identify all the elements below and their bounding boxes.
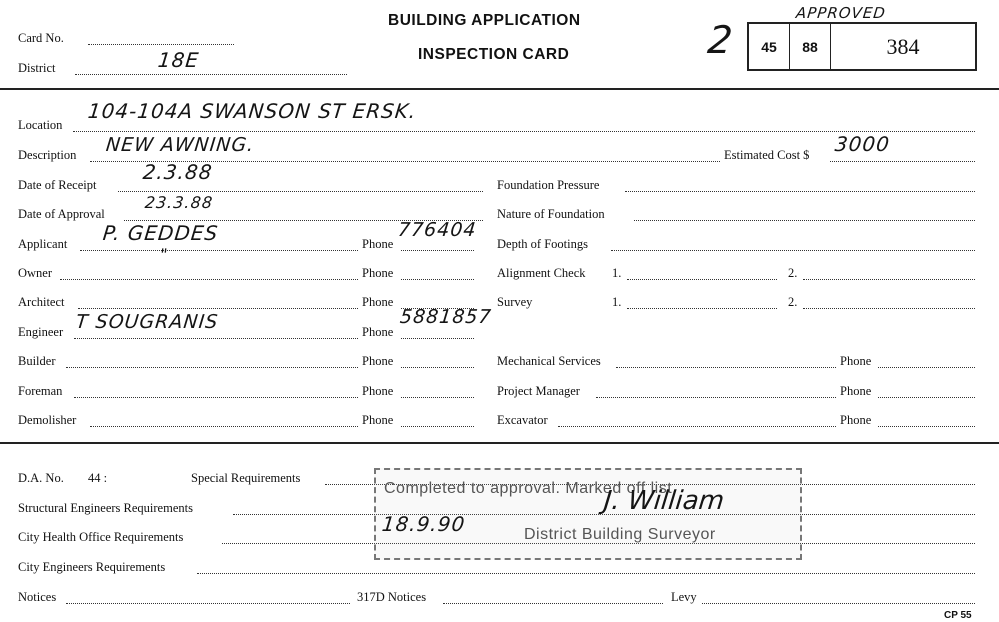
number-cell-2: 88 — [790, 24, 831, 69]
description-value: NEW AWNING. — [104, 134, 256, 156]
survey-2-label: 2. — [788, 295, 798, 309]
survey-label: Survey — [497, 295, 533, 309]
date-of-receipt-value: 2.3.88 — [141, 160, 214, 184]
application-number-box — [747, 22, 977, 71]
form-code: CP 55 — [944, 610, 972, 621]
header-divider — [0, 88, 999, 90]
description-label: Description — [18, 148, 77, 162]
survey-1-label: 1. — [612, 295, 622, 309]
project-manager-phone-line — [878, 397, 975, 398]
owner-phone-label: Phone — [362, 266, 394, 280]
excavator-label: Excavator — [497, 413, 548, 427]
card-no-line — [88, 44, 234, 45]
alignment-check-1-line — [627, 279, 777, 280]
excavator-line — [558, 426, 836, 427]
demolisher-label: Demolisher — [18, 413, 77, 427]
owner-value: " — [159, 245, 170, 264]
card-no-label: Card No. — [18, 31, 64, 45]
estimated-cost-label: Estimated Cost $ — [724, 148, 810, 162]
nature-of-foundation-label: Nature of Foundation — [497, 207, 605, 221]
date-of-receipt-label: Date of Receipt — [18, 178, 97, 192]
engineer-line — [74, 338, 358, 339]
mechanical-services-phone-label: Phone — [840, 354, 872, 368]
structural-requirements-label: Structural Engineers Requirements — [18, 501, 193, 515]
da-no-value: 44 : — [88, 471, 108, 485]
levy-line — [702, 603, 975, 604]
card-title-line2: INSPECTION CARD — [418, 46, 570, 63]
handwritten-number: 2 — [705, 18, 735, 62]
owner-phone-line — [401, 279, 474, 280]
engineer-phone-value: 5881857 — [398, 306, 493, 328]
notices-317d-label: 317D Notices — [357, 590, 427, 604]
notices-label: Notices — [18, 590, 57, 604]
architect-line — [78, 308, 358, 309]
number-cell-1: 45 — [749, 24, 790, 69]
survey-1-line — [627, 308, 777, 309]
da-no-label: D.A. No. — [18, 471, 64, 485]
owner-label: Owner — [18, 266, 53, 280]
builder-label: Builder — [18, 354, 56, 368]
engineer-label: Engineer — [18, 325, 64, 339]
city-engineers-requirements-label: City Engineers Requirements — [18, 560, 166, 574]
survey-2-line — [803, 308, 975, 309]
alignment-check-2-line — [803, 279, 975, 280]
city-engineers-requirements-line — [197, 573, 975, 574]
foreman-line — [74, 397, 358, 398]
city-health-requirements-label: City Health Office Requirements — [18, 530, 184, 544]
applicant-phone-line — [401, 250, 474, 251]
depth-of-footings-line — [611, 250, 975, 251]
builder-phone-label: Phone — [362, 354, 394, 368]
foreman-phone-label: Phone — [362, 384, 394, 398]
architect-phone-label: Phone — [362, 295, 394, 309]
levy-label: Levy — [671, 590, 697, 604]
applicant-label: Applicant — [18, 237, 68, 251]
foundation-pressure-label: Foundation Pressure — [497, 178, 600, 192]
depth-of-footings-label: Depth of Footings — [497, 237, 588, 251]
mechanical-services-label: Mechanical Services — [497, 354, 601, 368]
approved-note: APPROVED — [795, 4, 887, 22]
demolisher-phone-label: Phone — [362, 413, 394, 427]
project-manager-phone-label: Phone — [840, 384, 872, 398]
district-line — [75, 74, 347, 75]
engineer-phone-line — [401, 338, 474, 339]
alignment-check-label: Alignment Check — [497, 266, 586, 280]
district-value: 18E — [156, 48, 201, 72]
applicant-phone-label: Phone — [362, 237, 394, 251]
notices-317d-line — [443, 603, 663, 604]
location-value: 104-104A SWANSON ST ERSK. — [86, 99, 418, 123]
applicant-line — [80, 250, 358, 251]
number-cell-3: 384 — [886, 33, 920, 59]
owner-line — [60, 279, 358, 280]
date-of-approval-label: Date of Approval — [18, 207, 105, 221]
location-label: Location — [18, 118, 63, 132]
district-label: District — [18, 61, 56, 75]
engineer-value: T SOUGRANIS — [74, 311, 220, 333]
architect-label: Architect — [18, 295, 65, 309]
estimated-cost-value: 3000 — [833, 132, 892, 156]
estimated-cost-line — [830, 161, 975, 162]
builder-phone-line — [401, 367, 474, 368]
stamp-date: 18.9.90 — [380, 512, 467, 536]
card-title-line1: BUILDING APPLICATION — [388, 12, 581, 29]
alignment-check-1-label: 1. — [612, 266, 622, 280]
excavator-phone-line — [878, 426, 975, 427]
stamp-signature: J. William — [602, 486, 726, 516]
builder-line — [66, 367, 358, 368]
project-manager-label: Project Manager — [497, 384, 580, 398]
mechanical-services-phone-line — [878, 367, 975, 368]
engineer-phone-label: Phone — [362, 325, 394, 339]
alignment-check-2-label: 2. — [788, 266, 798, 280]
demolisher-phone-line — [401, 426, 474, 427]
nature-of-foundation-line — [634, 220, 975, 221]
applicant-value: P. GEDDES — [101, 221, 220, 245]
completion-stamp — [374, 468, 802, 560]
stamp-line-2: District Building Surveyor — [524, 526, 716, 543]
date-of-receipt-line — [118, 191, 483, 192]
special-requirements-label: Special Requirements — [191, 471, 301, 485]
project-manager-line — [596, 397, 836, 398]
applicant-phone-value: 776404 — [396, 219, 478, 241]
requirements-divider — [0, 442, 999, 444]
foreman-label: Foreman — [18, 384, 63, 398]
excavator-phone-label: Phone — [840, 413, 872, 427]
notices-line — [66, 603, 350, 604]
date-of-approval-value: 23.3.88 — [144, 193, 215, 212]
stamp-line-1: Completed to approval. Marked off list. — [384, 480, 678, 497]
foundation-pressure-line — [625, 191, 975, 192]
foreman-phone-line — [401, 397, 474, 398]
mechanical-services-line — [616, 367, 836, 368]
demolisher-line — [90, 426, 358, 427]
